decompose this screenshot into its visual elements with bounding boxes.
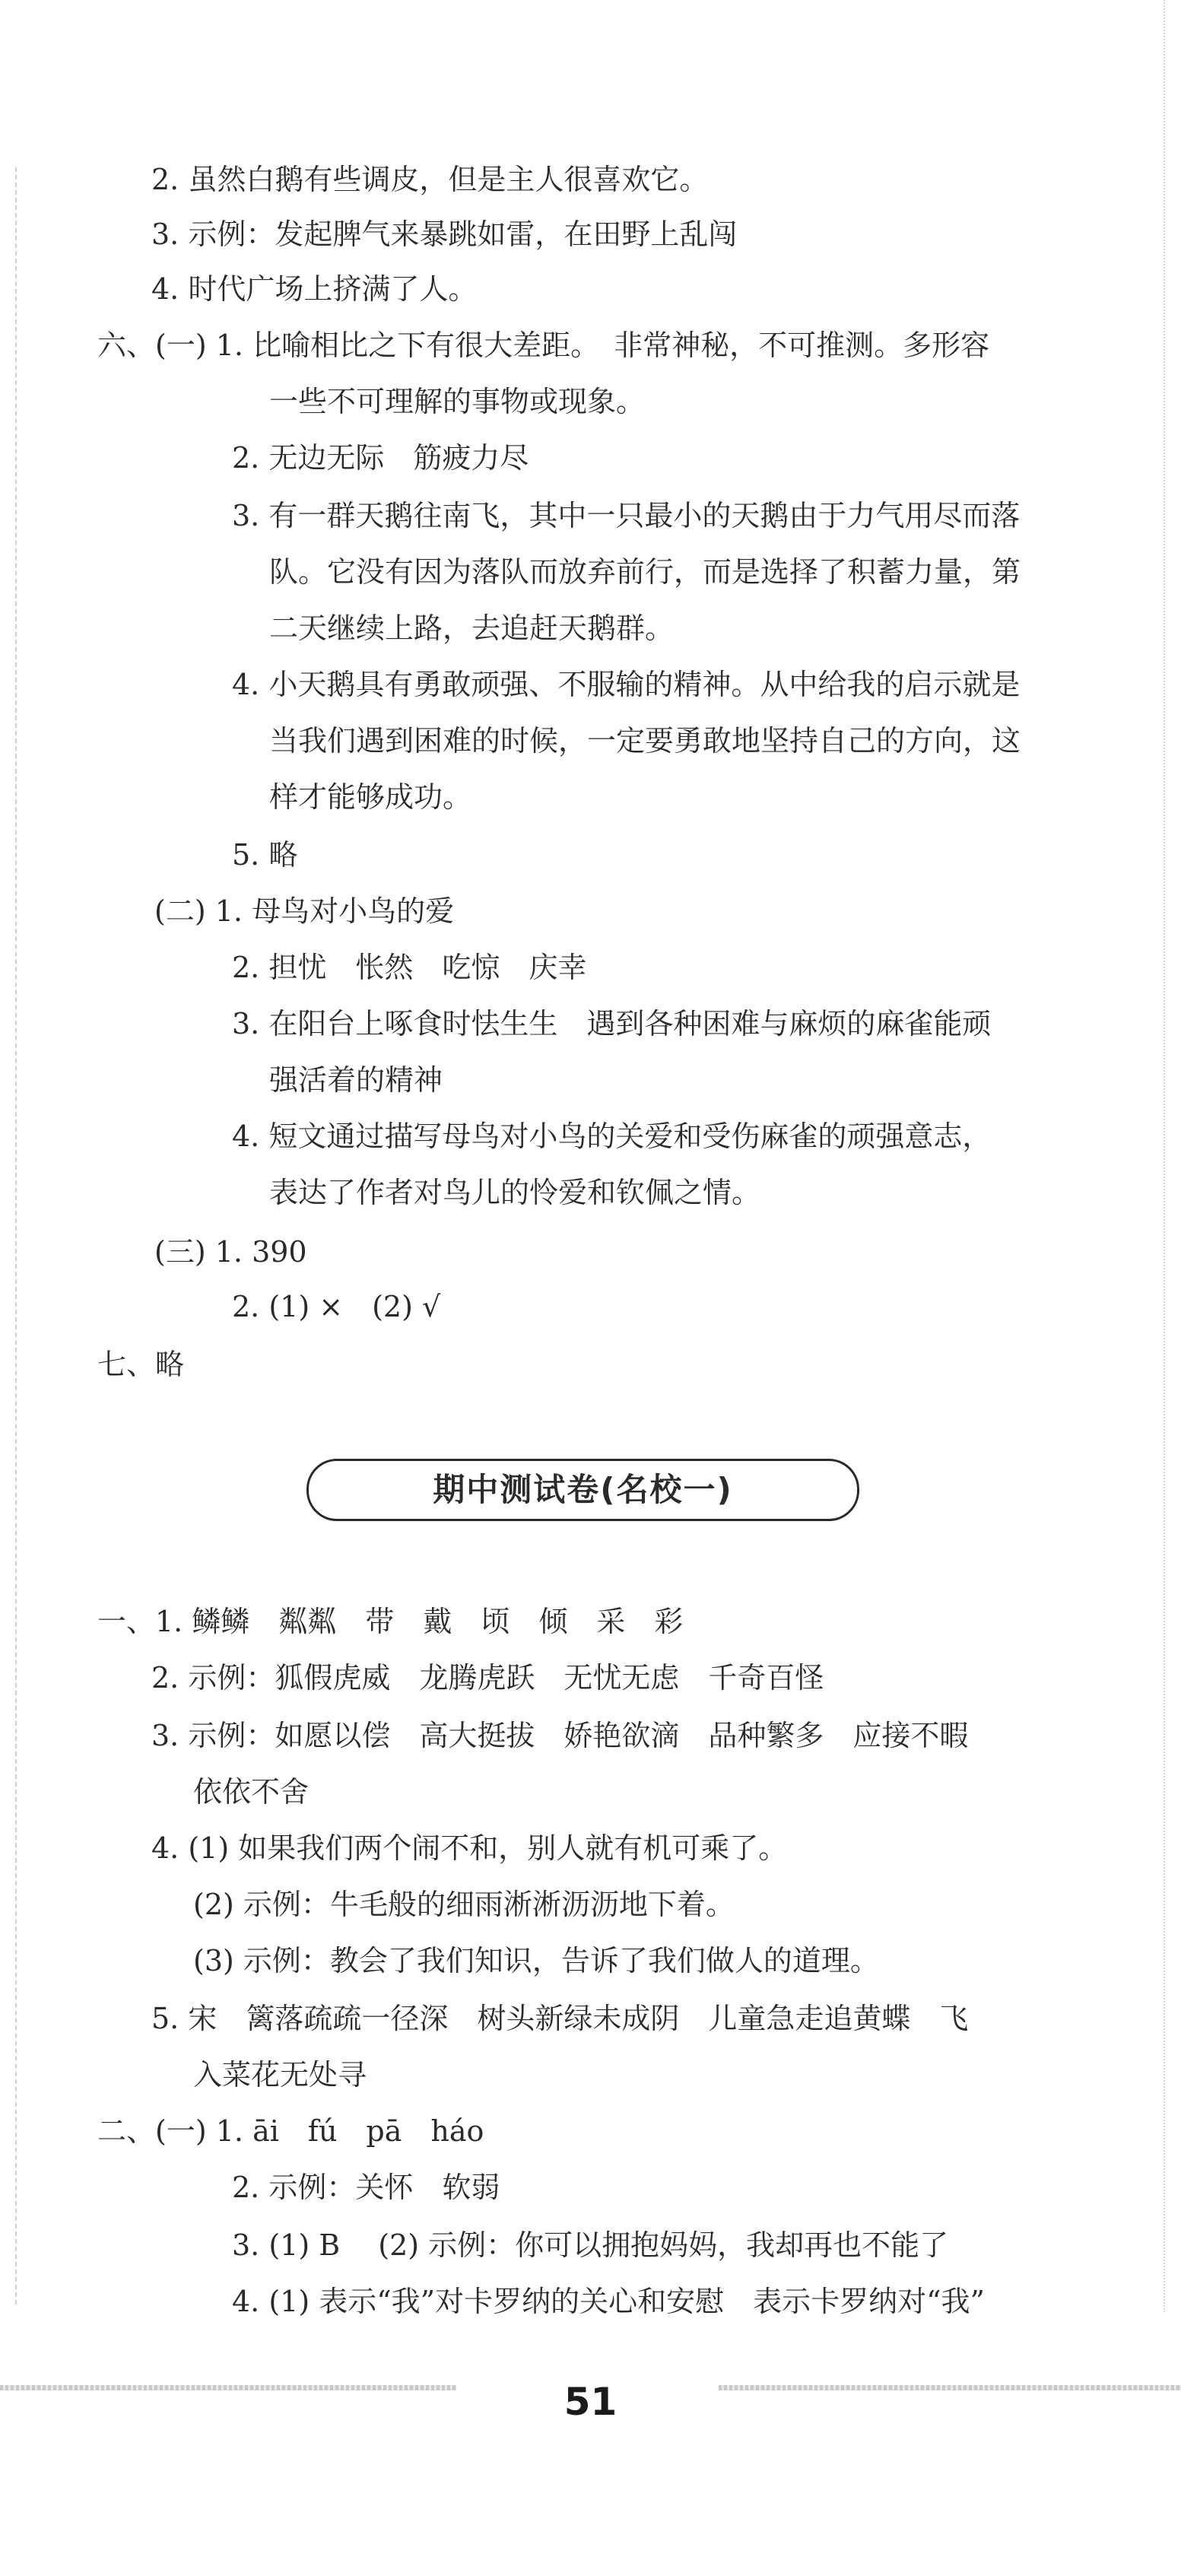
text-line: 队。它没有因为落队而放弃前行，而是选择了积蓄力量，第	[269, 555, 1021, 589]
text-line: 4. (1) 如果我们两个闹不和，别人就有机可乘了。	[151, 1831, 788, 1865]
section-title: 期中测试卷(名校一)	[433, 1471, 733, 1508]
text-line: 2. (1) × (2) √	[232, 1290, 441, 1323]
text-line: 3. 示例：如愿以偿 高大挺拔 娇艳欲滴 品种繁多 应接不暇	[151, 1719, 969, 1752]
text-line: 5. 宋 篱落疏疏一径深 树头新绿未成阴 儿童急走追黄蝶 飞	[151, 2002, 969, 2035]
text-line: (3) 示例：教会了我们知识，告诉了我们做人的道理。	[193, 1944, 879, 1977]
text-line: 2. 示例：狐假虎威 龙腾虎跃 无忧无虑 千奇百怪	[151, 1661, 824, 1695]
text-line: (二) 1. 母鸟对小鸟的爱	[154, 894, 455, 928]
text-line: 七、略	[97, 1348, 185, 1381]
text-line: 3. 示例：发起脾气来暴跳如雷，在田野上乱闯	[151, 218, 738, 251]
text-line: 2. 虽然白鹅有些调皮，但是主人很喜欢它。	[151, 163, 709, 196]
text-line: 4. (1) 表示“我”对卡罗纳的关心和安慰 表示卡罗纳对“我”	[232, 2285, 985, 2318]
text-line: 2. 无边无际 筋疲力尽	[232, 441, 529, 475]
text-line: 3. (1) B (2) 示例：你可以拥抱妈妈，我却再也不能了	[232, 2228, 949, 2262]
text-line: 当我们遇到困难的时候，一定要勇敢地坚持自己的方向，这	[269, 724, 1021, 758]
text-line: 表达了作者对鸟儿的怜爱和钦佩之情。	[269, 1176, 761, 1209]
page-number: 51	[564, 2380, 617, 2424]
footer-rule-left	[0, 2385, 456, 2390]
left-margin-line	[15, 167, 17, 2304]
text-line: 样才能够成功。	[269, 780, 472, 814]
text-line: 2. 示例：关怀 软弱	[232, 2171, 500, 2204]
text-line: 5. 略	[232, 838, 298, 872]
text-line: 六、(一) 1. 比喻相比之下有很大差距。 非常神秘，不可推测。多形容	[97, 329, 990, 362]
text-line: 3. 在阳台上啄食时怯生生 遇到各种困难与麻烦的麻雀能顽	[232, 1007, 992, 1040]
text-line: 入菜花无处寻	[193, 2058, 367, 2092]
text-line: 3. 有一群天鹅往南飞，其中一只最小的天鹅由于力气用尽而落	[232, 499, 1021, 532]
text-line: (三) 1. 390	[154, 1235, 307, 1269]
text-line: 一些不可理解的事物或现象。	[269, 385, 646, 418]
text-line: 4. 小天鹅具有勇敢顽强、不服输的精神。从中给我的启示就是	[232, 668, 1021, 701]
text-line: (2) 示例：牛毛般的细雨淅淅沥沥地下着。	[193, 1888, 735, 1921]
right-margin-line	[1164, 0, 1165, 2312]
text-line: 依依不舍	[193, 1775, 310, 1809]
text-line: 二天继续上路，去追赶天鹅群。	[269, 611, 675, 645]
text-line: 二、(一) 1. āi fú pā háo	[97, 2114, 484, 2148]
text-line: 2. 担忧 怅然 吃惊 庆幸	[232, 951, 587, 984]
text-line: 一、1. 鳞鳞 粼粼 带 戴 顷 倾 采 彩	[97, 1605, 684, 1638]
text-line: 4. 时代广场上挤满了人。	[151, 272, 478, 306]
footer-rule-right	[719, 2385, 1181, 2390]
text-line: 强活着的精神	[269, 1063, 443, 1097]
text-line: 4. 短文通过描写母鸟对小鸟的关爱和受伤麻雀的顽强意志，	[232, 1120, 992, 1153]
